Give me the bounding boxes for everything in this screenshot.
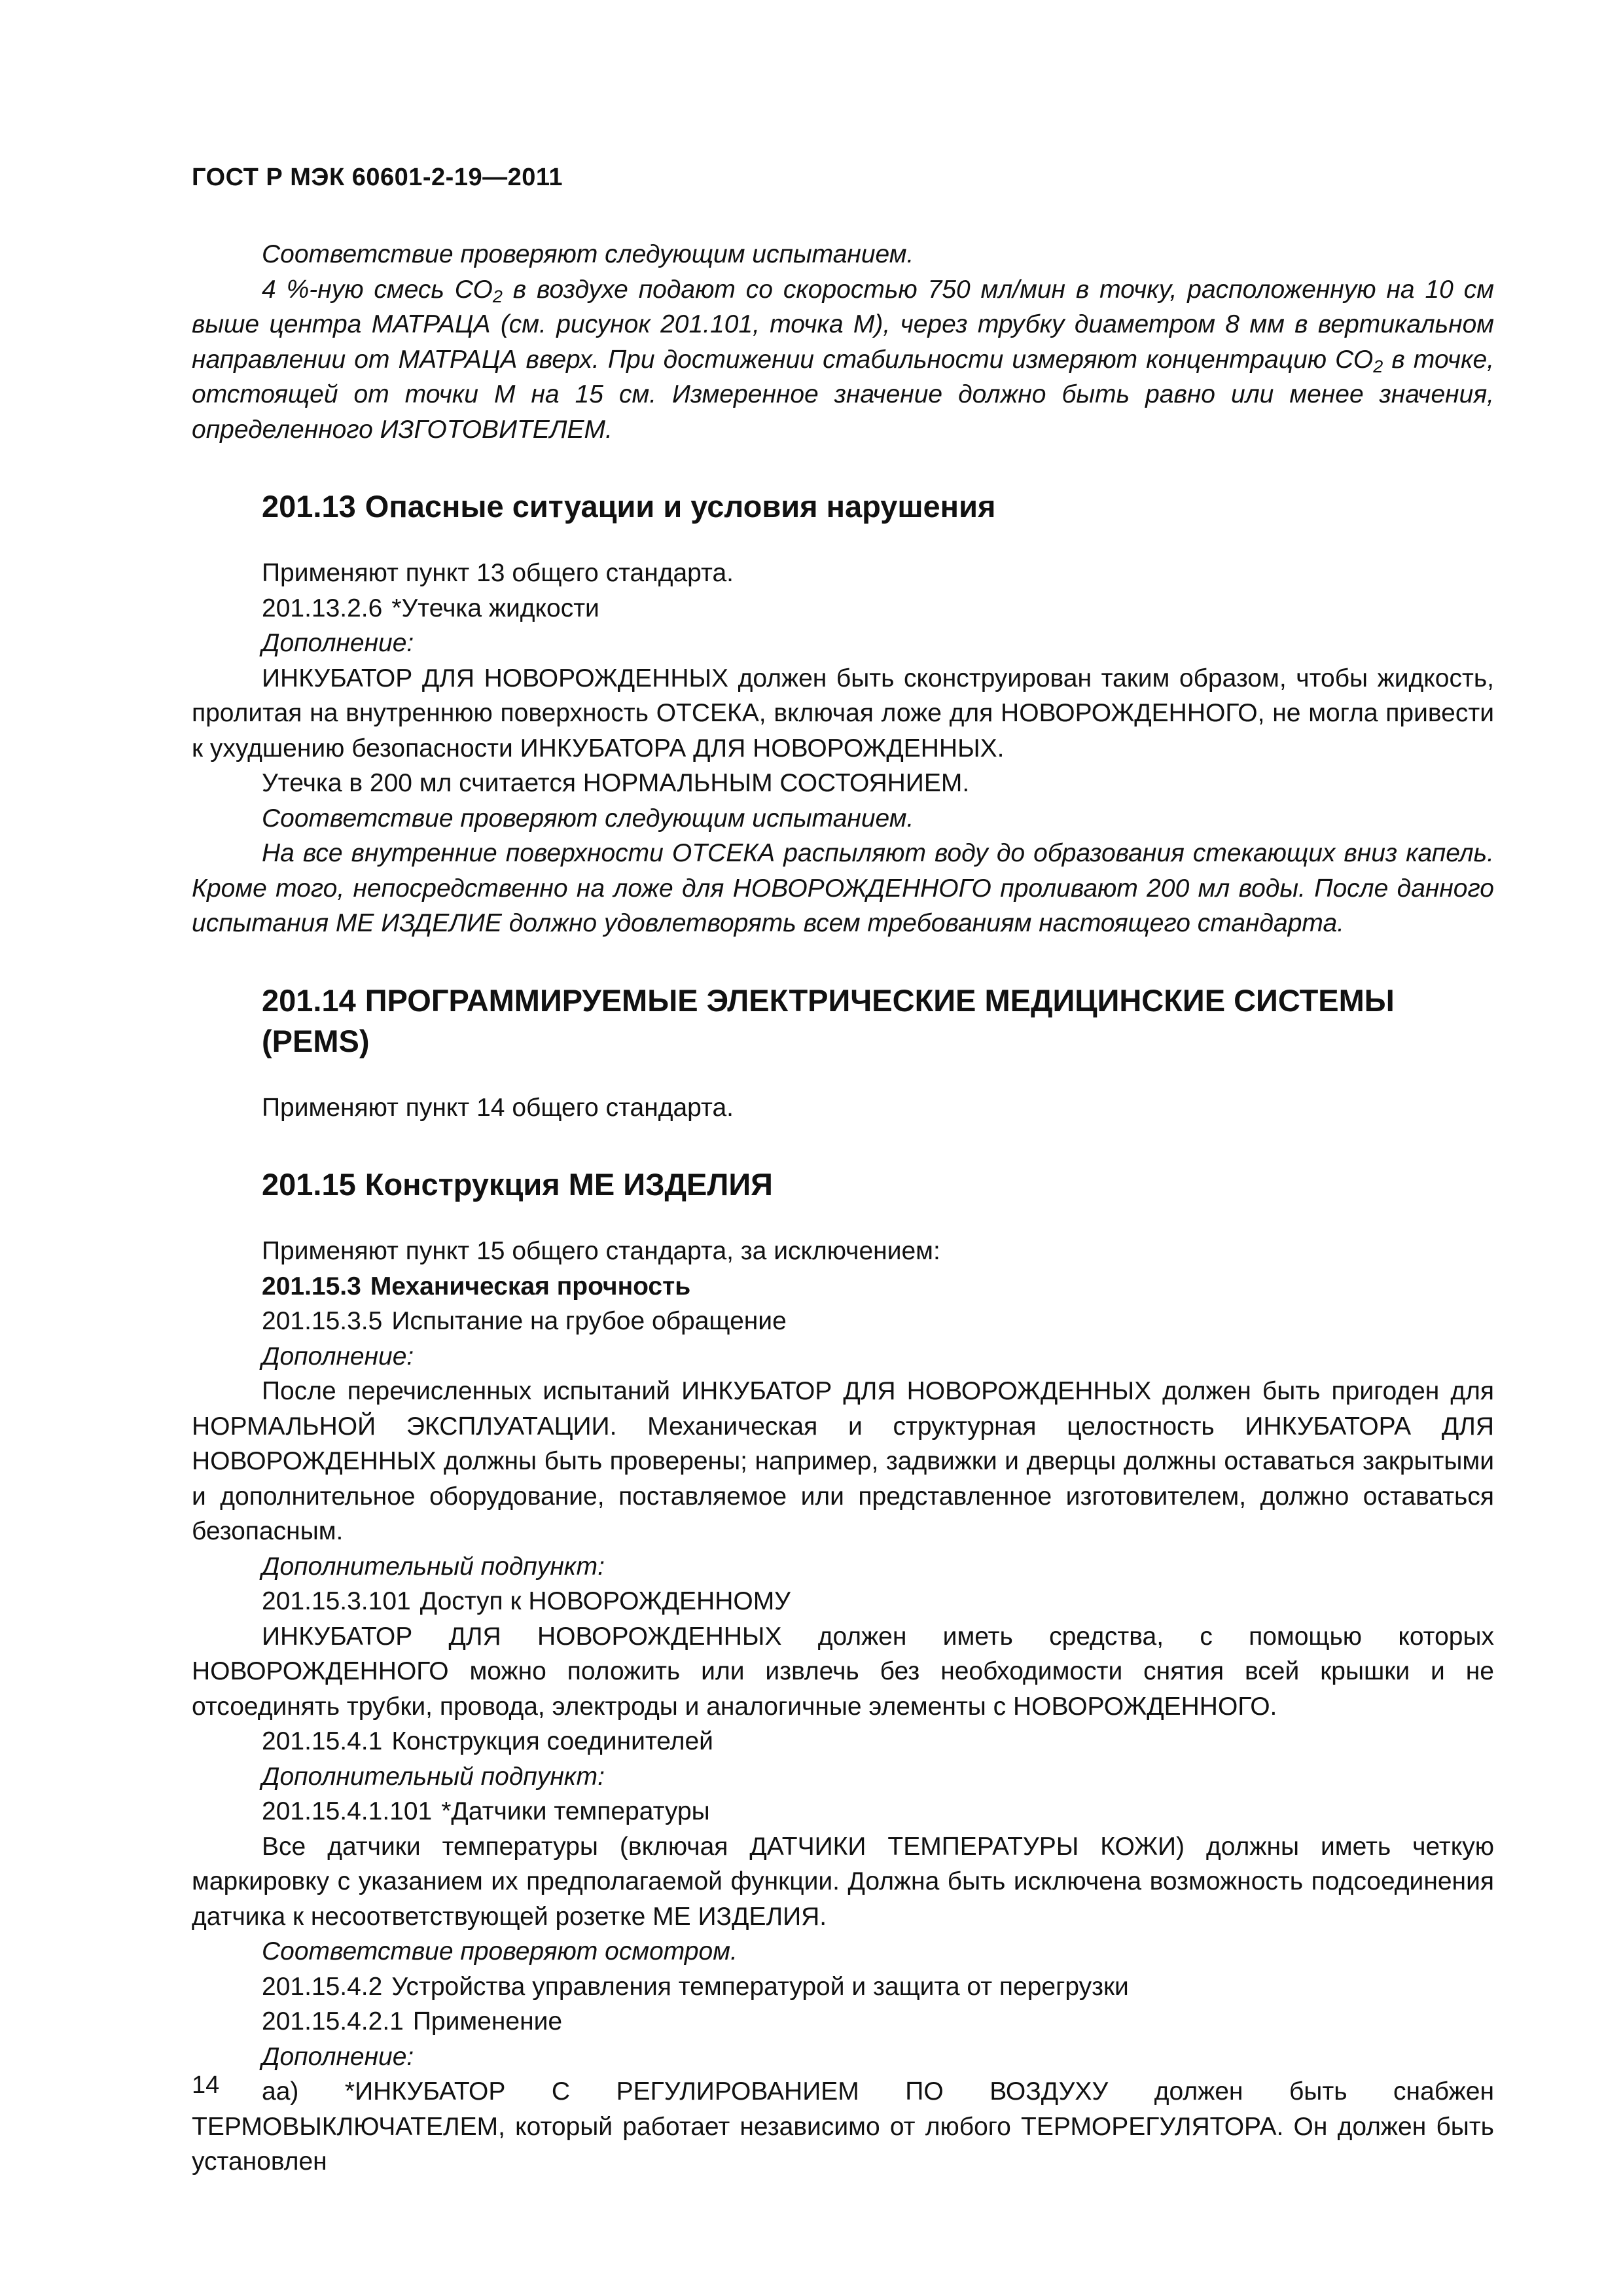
clause-title: *Датчики температуры <box>441 1797 710 1825</box>
clause-title: Конструкция соединителей <box>391 1727 713 1755</box>
section-title: ПРОГРАММИРУЕМЫЕ ЭЛЕКТРИЧЕСКИЕ МЕДИЦИНСКИЕ СИСТЕМЫ (PEMS) <box>262 982 1395 1058</box>
section-heading-201-13 <box>192 486 1494 527</box>
clause-title: Механическая прочность <box>370 1272 691 1300</box>
clause-heading <box>192 591 1494 626</box>
text-run: 4 %-ную смесь СО <box>262 275 493 304</box>
clause-heading <box>192 1724 1494 1759</box>
clause-heading <box>192 1969 1494 2005</box>
page-number: 14 <box>192 2072 220 2099</box>
compliance-text: Соответствие проверяют осмотром. <box>262 1937 738 1965</box>
clause-heading <box>192 1304 1494 1339</box>
section-title: Конструкция МЕ ИЗДЕЛИЯ <box>365 1167 773 1202</box>
subscript: 2 <box>1373 356 1383 376</box>
clause-title: Устройства управления температурой и защита от перегрузки <box>391 1972 1129 2001</box>
clause-heading <box>192 1269 1494 1304</box>
clause-number: 201.15.4.1.101 <box>262 1797 433 1825</box>
extra-subclause-label: Дополнительный подпункт: <box>262 1762 605 1791</box>
compliance-text: Соответствие проверяют следующим испытанием. <box>262 240 914 268</box>
clause-title: Доступ к НОВОРОЖДЕННОМУ <box>419 1587 791 1615</box>
clause-number: 201.15.4.2.1 <box>262 2007 404 2036</box>
addition-label: Дополнение: <box>262 2042 414 2071</box>
paragraph: Применяют пункт 15 общего стандарта, за исключением: <box>262 1237 940 1265</box>
running-header: ГОСТ Р МЭК 60601-2-19—2011 <box>192 164 563 191</box>
clause-heading <box>192 1584 1494 1619</box>
section-heading-201-15 <box>192 1164 1494 1205</box>
clause-heading <box>192 2004 1494 2039</box>
text-run: в воздухе подают со скоростью 750 мл/мин в точку, расположенную на 10 см выше центра МАТРАЦА (см. рисунок 201.101, точка М), через трубку диаметром 8 мм в вертикальном направлении от МАТРАЦА вверх. При достижении стабильности измеряют концентрацию СО <box>192 275 1494 374</box>
clause-heading <box>192 1794 1494 1829</box>
clause-title: Применение <box>412 2007 563 2036</box>
paragraph: аа) *ИНКУБАТОР С РЕГУЛИРОВАНИЕМ ПО ВОЗДУХУ должен быть снабжен ТЕРМОВЫКЛЮЧАТЕЛЕМ, который работает независимо от любого ТЕРМОРЕГУЛЯТОРА. Он должен быть установлен <box>192 2077 1494 2176</box>
paragraph: Применяют пункт 14 общего стандарта. <box>262 1093 734 1122</box>
text-run: в точке, отстоящей от точки М на 15 см. Измеренное значение должно быть равно или менее значения, определенного ИЗГОТОВИТЕЛЕМ. <box>192 345 1495 444</box>
section-number: 201.14 <box>262 982 356 1018</box>
page-content <box>192 237 1494 2179</box>
test-procedure-paragraph: На все внутренние поверхности ОТСЕКА распыляют воду до образования стекающих вниз капель. Кроме того, непосредственно на ложе для НОВОРОЖДЕННОГО проливают 200 мл воды. После данного испытания МЕ ИЗДЕЛИЕ должно удовлетворять всем требованиям настоящего стандарта. <box>192 839 1494 937</box>
clause-number: 201.15.3.101 <box>262 1587 411 1615</box>
section-heading-201-14 <box>192 980 1494 1062</box>
paragraph: Утечка в 200 мл считается НОРМАЛЬНЫМ СОСТОЯНИЕМ. <box>262 769 970 797</box>
paragraph: Применяют пункт 13 общего стандарта. <box>262 559 734 587</box>
section-number: 201.13 <box>262 489 356 524</box>
section-number: 201.15 <box>262 1167 356 1202</box>
clause-number: 201.15.3.5 <box>262 1307 383 1335</box>
paragraph: После перечисленных испытаний ИНКУБАТОР ДЛЯ НОВОРОЖДЕННЫХ должен быть пригоден для НОРМАЛЬНОЙ ЭКСПЛУАТАЦИИ. Механическая и структурная целостность ИНКУБАТОРА ДЛЯ НОВОРОЖДЕННЫХ должны быть проверены; например, задвижки и дверцы должны оставаться закрытыми и дополнительное оборудование, поставляемое или представленное изготовителем, должно оставаться безопасным. <box>192 1377 1494 1545</box>
clause-title: *Утечка жидкости <box>391 594 599 622</box>
paragraph: ИНКУБАТОР ДЛЯ НОВОРОЖДЕННЫХ должен иметь средства, с помощью которых НОВОРОЖДЕННОГО можно положить или извлечь без необходимости снятия всей крышки и не отсоединять трубки, провода, электроды и аналогичные элементы с НОВОРОЖДЕННОГО. <box>192 1622 1494 1721</box>
addition-label: Дополнение: <box>262 1342 414 1371</box>
paragraph: ИНКУБАТОР ДЛЯ НОВОРОЖДЕННЫХ должен быть сконструирован таким образом, чтобы жидкость, пролитая на внутреннюю поверхность ОТСЕКА, включая ложе для НОВОРОЖДЕННОГО, не могла привести к ухудшению безопасности ИНКУБАТОРА ДЛЯ НОВОРОЖДЕННЫХ. <box>192 664 1494 762</box>
addition-label: Дополнение: <box>262 629 414 657</box>
test-procedure-paragraph <box>192 272 1494 448</box>
clause-number: 201.13.2.6 <box>262 594 383 622</box>
clause-number: 201.15.3 <box>262 1272 361 1300</box>
paragraph: Все датчики температуры (включая ДАТЧИКИ ТЕМПЕРАТУРЫ КОЖИ) должны иметь четкую маркировку с указанием их предполагаемой функции. Должна быть исключена возможность подсоединения датчика к несоответствующей розетке МЕ ИЗДЕЛИЯ. <box>192 1832 1494 1931</box>
subscript: 2 <box>492 286 503 306</box>
clause-number: 201.15.4.2 <box>262 1972 383 2001</box>
clause-number: 201.15.4.1 <box>262 1727 383 1755</box>
clause-title: Испытание на грубое обращение <box>391 1307 787 1335</box>
extra-subclause-label: Дополнительный подпункт: <box>262 1552 605 1581</box>
section-title: Опасные ситуации и условия нарушения <box>365 489 996 524</box>
compliance-text: Соответствие проверяют следующим испытанием. <box>262 804 914 833</box>
